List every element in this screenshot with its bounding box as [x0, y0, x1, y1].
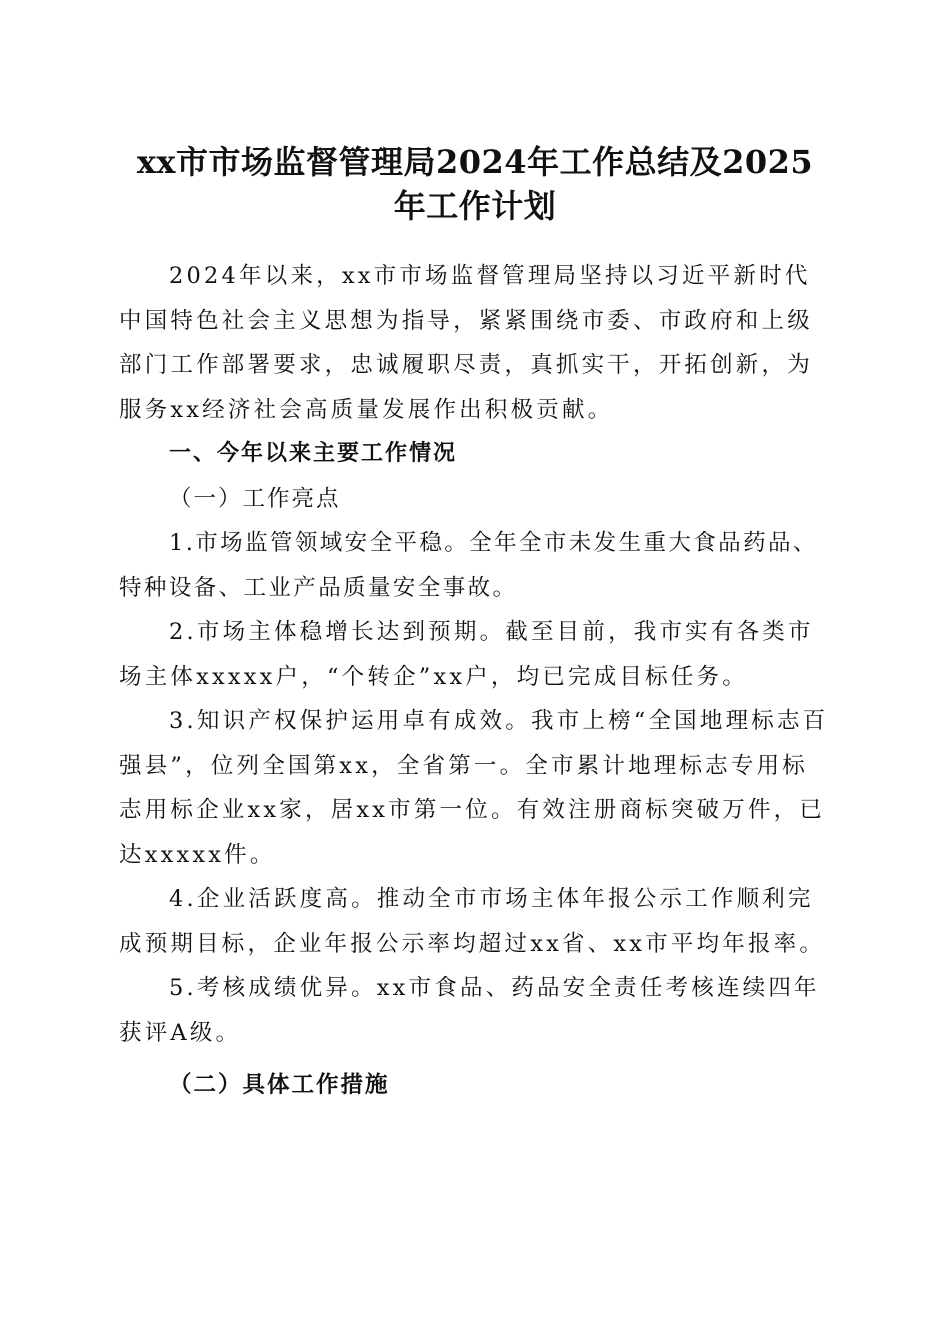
highlight-item-3: 3.知识产权保护运用卓有成效。我市上榜“全国地理标志百强县”，位列全国第xx，全省第一。全市累计地理标志专用标志用标企业xx家，居xx市第一位。有效注册商标突破万件，已达xxxxx件。: [119, 708, 829, 868]
document-body: [119, 254, 831, 1108]
highlight-item-5: 5.考核成绩优异。xx市食品、药品安全责任考核连续四年获评A级。: [119, 975, 820, 1046]
section-heading-1: 一、今年以来主要工作情况: [169, 441, 458, 466]
subsection-heading-measures: （二）具体工作措施: [169, 1072, 390, 1098]
intro-paragraph: 2024年以来，xx市市场监督管理局坚持以习近平新时代中国特色社会主义思想为指导，紧紧围绕市委、市政府和上级部门工作部署要求，忠诚履职尽责，真抓实干，开拓创新，为服务xx经济社会高质量发展作出积极贡献。: [119, 263, 813, 423]
highlight-item-1: 1.市场监管领域安全平稳。全年全市未发生重大食品药品、特种设备、工业产品质量安全事故。: [119, 530, 818, 601]
title-line-1: xx市市场监督管理局2024年工作总结及2025: [136, 143, 814, 181]
document-title: [95, 140, 855, 228]
highlight-item-4: 4.企业活跃度高。推动全市市场主体年报公示工作顺利完成预期目标，企业年报公示率均超过xx省、xx市平均年报率。: [119, 886, 826, 957]
subsection-heading-highlights: （一）工作亮点: [169, 485, 341, 512]
title-line-2: 年工作计划: [393, 187, 557, 225]
highlight-item-2: 2.市场主体稳增长达到预期。截至目前，我市实有各类市场主体xxxxx户，“个转企”xx户，均已完成目标任务。: [119, 619, 814, 690]
